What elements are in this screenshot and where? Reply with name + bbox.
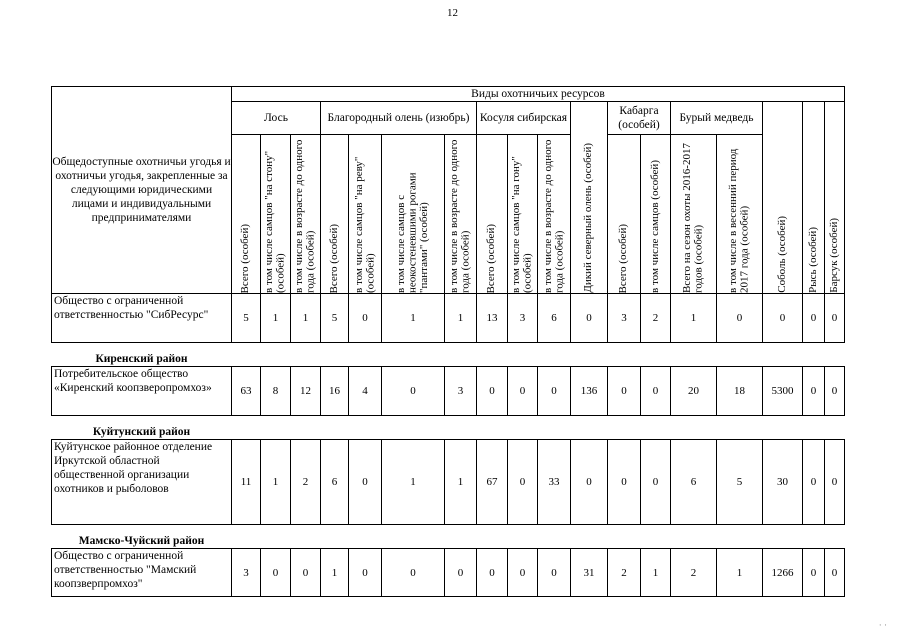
- value-cell: 0: [349, 294, 382, 343]
- value-cell: 0: [571, 294, 608, 343]
- owner-cell: Потребительское общество «Киренский коопзверопромхоз»: [52, 367, 232, 416]
- value-cell: 0: [508, 440, 538, 525]
- value-cell: 136: [571, 367, 608, 416]
- col-header-reindeer: Дикий северный олень (особей): [571, 102, 608, 294]
- col-header-musk-total: Всего (особей): [608, 135, 641, 294]
- value-cell: 1266: [763, 549, 803, 597]
- value-cell: 4: [349, 367, 382, 416]
- value-cell: 0: [261, 549, 291, 597]
- species-group-header: Виды охотничьих ресурсов: [232, 87, 845, 102]
- value-cell: 18: [717, 367, 763, 416]
- col-header-reddeer-pantles: в том числе самцов с неокостеневшими рогами "пантами" (особей): [382, 135, 445, 294]
- value-cell: 33: [538, 440, 571, 525]
- value-cell: 0: [349, 440, 382, 525]
- value-cell: 0: [763, 294, 803, 343]
- value-cell: 1: [445, 294, 477, 343]
- col-header-reddeer-total: Всего (особей): [321, 135, 349, 294]
- value-cell: 3: [608, 294, 641, 343]
- col-header-reddeer-males: в том числе самцов "на реву" (особей): [349, 135, 382, 294]
- district-row: [52, 424, 845, 440]
- value-cell: 0: [825, 294, 845, 343]
- col-header-roe-total: Всего (особей): [477, 135, 508, 294]
- col-header-bear-spring: в том числе в весенний период 2017 года (особей): [717, 135, 763, 294]
- value-cell: 0: [538, 367, 571, 416]
- district-row: [52, 351, 845, 367]
- col-header-moose-males: в том числе самцов "на стону" (особей): [261, 135, 291, 294]
- value-cell: 0: [803, 549, 825, 597]
- value-cell: 6: [321, 440, 349, 525]
- value-cell: 0: [825, 367, 845, 416]
- table-row: [52, 294, 845, 343]
- col-header-badger: Барсук (особей): [825, 102, 845, 294]
- value-cell: 1: [671, 294, 717, 343]
- district-name: Киренский район: [52, 351, 232, 367]
- col-header-lynx: Рысь (особей): [803, 102, 825, 294]
- value-cell: 16: [321, 367, 349, 416]
- value-cell: 0: [803, 367, 825, 416]
- row-gap: [52, 525, 845, 534]
- value-cell: 0: [508, 549, 538, 597]
- value-cell: 0: [825, 440, 845, 525]
- moose-header: Лось: [232, 102, 321, 135]
- value-cell: 1: [291, 294, 321, 343]
- col-header-roe-males: в том числе самцов "на гону" (особей): [508, 135, 538, 294]
- value-cell: 5: [321, 294, 349, 343]
- col-header-bear-season: Всего на сезон охоты 2016-2017 годов (особей): [671, 135, 717, 294]
- value-cell: 1: [717, 549, 763, 597]
- value-cell: 2: [291, 440, 321, 525]
- value-cell: 3: [508, 294, 538, 343]
- value-cell: 0: [477, 549, 508, 597]
- district-row: [52, 533, 845, 549]
- col-header-reddeer-young: в том числе в возрасте до одного года (особей): [445, 135, 477, 294]
- district-name: Мамско-Чуйский район: [52, 533, 232, 549]
- scan-mark: · ·: [878, 620, 887, 630]
- value-cell: 5: [232, 294, 261, 343]
- owner-column-header: Общедоступные охотничьи угодья и охотничьи угодья, закрепленные за следующими юридическими лицами и индивидуальными предпринимателями: [52, 87, 232, 294]
- col-header-moose-young: в том числе в возрасте до одного года (особей): [291, 135, 321, 294]
- hunting-quota-table: [51, 86, 845, 597]
- value-cell: 0: [349, 549, 382, 597]
- value-cell: 5: [717, 440, 763, 525]
- value-cell: 1: [261, 440, 291, 525]
- value-cell: 12: [291, 367, 321, 416]
- brown-bear-header: Бурый медведь: [671, 102, 763, 135]
- roe-deer-header: Косуля сибирская: [477, 102, 571, 135]
- row-gap: [52, 343, 845, 352]
- value-cell: 0: [641, 440, 671, 525]
- value-cell: 0: [508, 367, 538, 416]
- col-header-roe-young: в том числе в возрасте до одного года (особей): [538, 135, 571, 294]
- value-cell: 30: [763, 440, 803, 525]
- value-cell: 1: [382, 440, 445, 525]
- value-cell: 0: [538, 549, 571, 597]
- table-row: [52, 440, 845, 525]
- value-cell: 1: [321, 549, 349, 597]
- value-cell: 0: [445, 549, 477, 597]
- value-cell: 0: [641, 367, 671, 416]
- value-cell: 3: [445, 367, 477, 416]
- value-cell: 1: [641, 549, 671, 597]
- row-gap: [52, 416, 845, 425]
- owner-cell: Общество с ограниченной ответственностью "СибРесурс": [52, 294, 232, 343]
- value-cell: 0: [382, 367, 445, 416]
- value-cell: 67: [477, 440, 508, 525]
- value-cell: 0: [803, 440, 825, 525]
- value-cell: 0: [825, 549, 845, 597]
- col-header-moose-total: Всего (особей): [232, 135, 261, 294]
- value-cell: 31: [571, 549, 608, 597]
- value-cell: 20: [671, 367, 717, 416]
- value-cell: 0: [608, 367, 641, 416]
- value-cell: 0: [608, 440, 641, 525]
- table-body: [52, 294, 845, 597]
- value-cell: 6: [671, 440, 717, 525]
- value-cell: 2: [608, 549, 641, 597]
- value-cell: 63: [232, 367, 261, 416]
- owner-cell: Куйтунское районное отделение Иркутской областной общественной организации охотников и рыболовов: [52, 440, 232, 525]
- col-header-musk-males: в том числе самцов (особей): [641, 135, 671, 294]
- value-cell: 0: [291, 549, 321, 597]
- value-cell: 1: [445, 440, 477, 525]
- value-cell: 2: [641, 294, 671, 343]
- owner-cell: Общество с ограниченной ответственностью "Мамский коопзверпромхоз": [52, 549, 232, 597]
- value-cell: 0: [571, 440, 608, 525]
- value-cell: 1: [261, 294, 291, 343]
- value-cell: 1: [382, 294, 445, 343]
- value-cell: 2: [671, 549, 717, 597]
- col-header-sable: Соболь (особей): [763, 102, 803, 294]
- value-cell: 11: [232, 440, 261, 525]
- district-name: Куйтунский район: [52, 424, 232, 440]
- musk-deer-header: Кабарга (особей): [608, 102, 671, 135]
- value-cell: 0: [717, 294, 763, 343]
- value-cell: 6: [538, 294, 571, 343]
- value-cell: 0: [382, 549, 445, 597]
- table-row: [52, 367, 845, 416]
- red-deer-header: Благородный олень (изюбрь): [321, 102, 477, 135]
- page-number: 12: [447, 7, 458, 19]
- value-cell: 0: [803, 294, 825, 343]
- value-cell: 5300: [763, 367, 803, 416]
- value-cell: 0: [477, 367, 508, 416]
- table-row: [52, 549, 845, 597]
- value-cell: 3: [232, 549, 261, 597]
- value-cell: 8: [261, 367, 291, 416]
- value-cell: 13: [477, 294, 508, 343]
